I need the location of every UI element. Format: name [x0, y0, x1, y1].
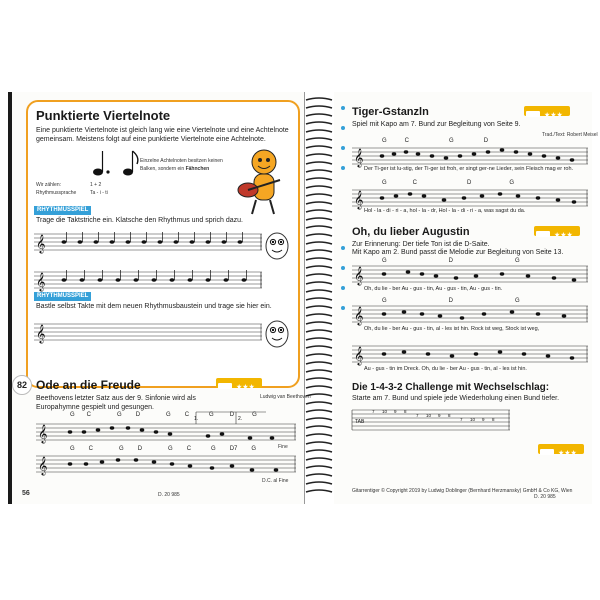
svg-text:TAB: TAB	[355, 419, 365, 425]
footer-copyright: Gitarrentiger © Copyright 2019 by Ludwig Doblinger (Bernhard Herzmansky) GmbH & Co KG, Wien	[352, 488, 573, 494]
song-title-augustin: Oh, du lieber Augustin	[352, 226, 470, 238]
tiger-lyrics-1: Der Ti-ger ist lu-stig, der Ti-ger ist froh, er singt ger-ne Lieder, sein Fleisch mag er roh.	[364, 166, 574, 172]
dotted-quarter-note-icon	[88, 148, 148, 178]
svg-text:𝄞: 𝄞	[36, 236, 46, 253]
note-info-1: Einzelne Achtelnoten besitzen keinen	[140, 158, 223, 164]
svg-text:8: 8	[492, 417, 495, 422]
svg-text:𝄞: 𝄞	[38, 458, 48, 475]
paw-prints-icon	[338, 102, 348, 168]
melody-staff-ode	[36, 410, 298, 476]
song-text-1: Beethovens letzter Satz aus der 9. Sinfonie wird als	[36, 395, 196, 402]
volta-2: 2.	[238, 416, 243, 422]
intro-line-1: Eine punktierte Viertelnote ist gleich lang wie eine Viertelnote und eine Achtelnote	[36, 127, 289, 134]
augustin-lyrics-3: Au - gus - tin im Dreck. Oh, du lie - ber Au - gus - tin, al - les ist hin.	[364, 366, 527, 372]
song-number-badge: 82	[12, 375, 32, 395]
difficulty-stars-augustin	[534, 226, 580, 239]
svg-text:9: 9	[482, 417, 485, 422]
rhythm-staff-2	[34, 314, 292, 354]
tiger-guitar-icon	[230, 146, 290, 216]
svg-text:𝄞: 𝄞	[36, 326, 46, 343]
augustin-chords: G D G	[382, 258, 520, 264]
augustin-lyrics-1: Oh, du lie - ber Au - gus - tin, Au - gus - tin, Au - gus - tin.	[364, 286, 503, 292]
svg-text:★★★: ★★★	[236, 384, 255, 391]
count-value: 1 + 2	[90, 182, 102, 188]
dc-al-fine: D.C. al Fine	[262, 478, 289, 484]
rhythm-language-label: Rhythmussprache	[36, 190, 77, 196]
svg-text:𝄞: 𝄞	[354, 308, 364, 325]
svg-text:𝄞: 𝄞	[38, 426, 48, 443]
song1-sub: Spiel mit Kapo am 7. Bund zur Begleitung von Seite 9.	[352, 121, 521, 128]
svg-text:7: 7	[416, 413, 419, 418]
svg-text:10: 10	[426, 413, 432, 418]
left-page	[8, 92, 311, 504]
paw-prints-icon-2	[338, 242, 348, 308]
svg-text:8: 8	[404, 409, 407, 414]
rhythm-language-value: Ta - i - ti	[90, 190, 108, 196]
page-number-left: 56	[22, 490, 30, 497]
intro-line-2: gemeinsam. Meistens folgt auf eine punktierte Viertelnote eine Achtelnote.	[36, 136, 266, 143]
rhythm-staff-1	[34, 228, 292, 291]
footer-code-right: D. 20 985	[534, 494, 556, 500]
songbook-spread	[8, 92, 598, 504]
lesson-box	[26, 100, 300, 388]
svg-text:𝄞: 𝄞	[354, 150, 364, 167]
svg-text:𝄞: 𝄞	[354, 192, 364, 209]
tiger-chords-2: G C D G	[382, 180, 515, 186]
song2-sub-1: Zur Erinnerung: Der tiefe Ton ist die D-Saite.	[352, 241, 490, 248]
svg-text:★★★: ★★★	[544, 112, 563, 119]
svg-text:𝄞: 𝄞	[36, 274, 46, 291]
difficulty-stars	[216, 378, 262, 391]
tab-staff-challenge	[352, 408, 495, 428]
svg-text:7: 7	[460, 417, 463, 422]
fine-mark: Fine	[278, 444, 288, 450]
svg-text:8: 8	[448, 413, 451, 418]
right-page	[334, 92, 598, 504]
lesson-title: Punktierte Viertelnote	[36, 108, 171, 123]
note-info-2: Balken, sondern ein Fähnchen	[140, 166, 210, 172]
song2-sub-2: Mit Kapo am 2. Bund passt die Melodie zur Begleitung von Seite 13.	[352, 249, 564, 256]
melody-staff-augustin	[352, 256, 590, 376]
svg-text:10: 10	[470, 417, 476, 422]
tiger-lyrics-2: Hol - la - di - ri - a, hol - la - dr, Hol - la - di - ri - a, was sagst du da.	[364, 208, 526, 214]
svg-text:7: 7	[372, 409, 375, 414]
tiger-chords: G C G D	[382, 138, 489, 144]
footer-code-left: D. 20 985	[158, 492, 180, 498]
composer: Ludwig van Beethoven	[260, 394, 311, 400]
song-title-tiger: Tiger-Gstanzln	[352, 106, 429, 118]
spiral-binding	[304, 96, 334, 500]
challenge-title: Die 1-4-3-2 Challenge mit Wechselschlag:	[352, 382, 550, 393]
augustin-chords-2: G D G	[382, 298, 520, 304]
song-text-2: Europahymne gespielt und gesungen.	[36, 404, 154, 411]
chord-row-1: G C G D G C G D G	[70, 412, 257, 418]
augustin-lyrics-2: Oh, du lie - ber Au - gus - tin, al - les ist hin. Rock ist weg, Stock ist weg,	[364, 326, 540, 332]
challenge-sub: Starte am 7. Bund und spiele jede Wiederholung einen Bund tiefer.	[352, 395, 560, 402]
svg-text:9: 9	[438, 413, 441, 418]
svg-text:★★★: ★★★	[558, 450, 577, 457]
difficulty-stars-tiger	[524, 106, 570, 119]
rhythm-game-banner-2: RHYTHMUSSPIEL	[34, 292, 91, 301]
song-title-ode: Ode an die Freude	[36, 378, 141, 392]
svg-text:𝄞: 𝄞	[354, 348, 364, 365]
task-2: Bastle selbst Takte mit dem neuen Rhythmusbaustein und trage sie hier ein.	[36, 303, 272, 310]
task-1: Trage die Taktstriche ein. Klatsche den Rhythmus und sprich dazu.	[36, 217, 243, 224]
svg-text:★★★: ★★★	[554, 232, 573, 239]
song1-credit: Trad./Text: Robert Meisel	[542, 132, 598, 138]
page-edge	[8, 92, 12, 504]
svg-text:𝄞: 𝄞	[354, 268, 364, 285]
chord-row-2: G C G D G C G D7 G	[70, 446, 257, 452]
count-label: Wir zählen:	[36, 182, 62, 188]
svg-text:10: 10	[382, 409, 388, 414]
volta-1: 1.	[194, 416, 199, 422]
difficulty-stars-challenge	[538, 444, 584, 457]
svg-text:9: 9	[394, 409, 397, 414]
rhythm-game-banner-1: RHYTHMUSSPIEL	[34, 206, 91, 215]
